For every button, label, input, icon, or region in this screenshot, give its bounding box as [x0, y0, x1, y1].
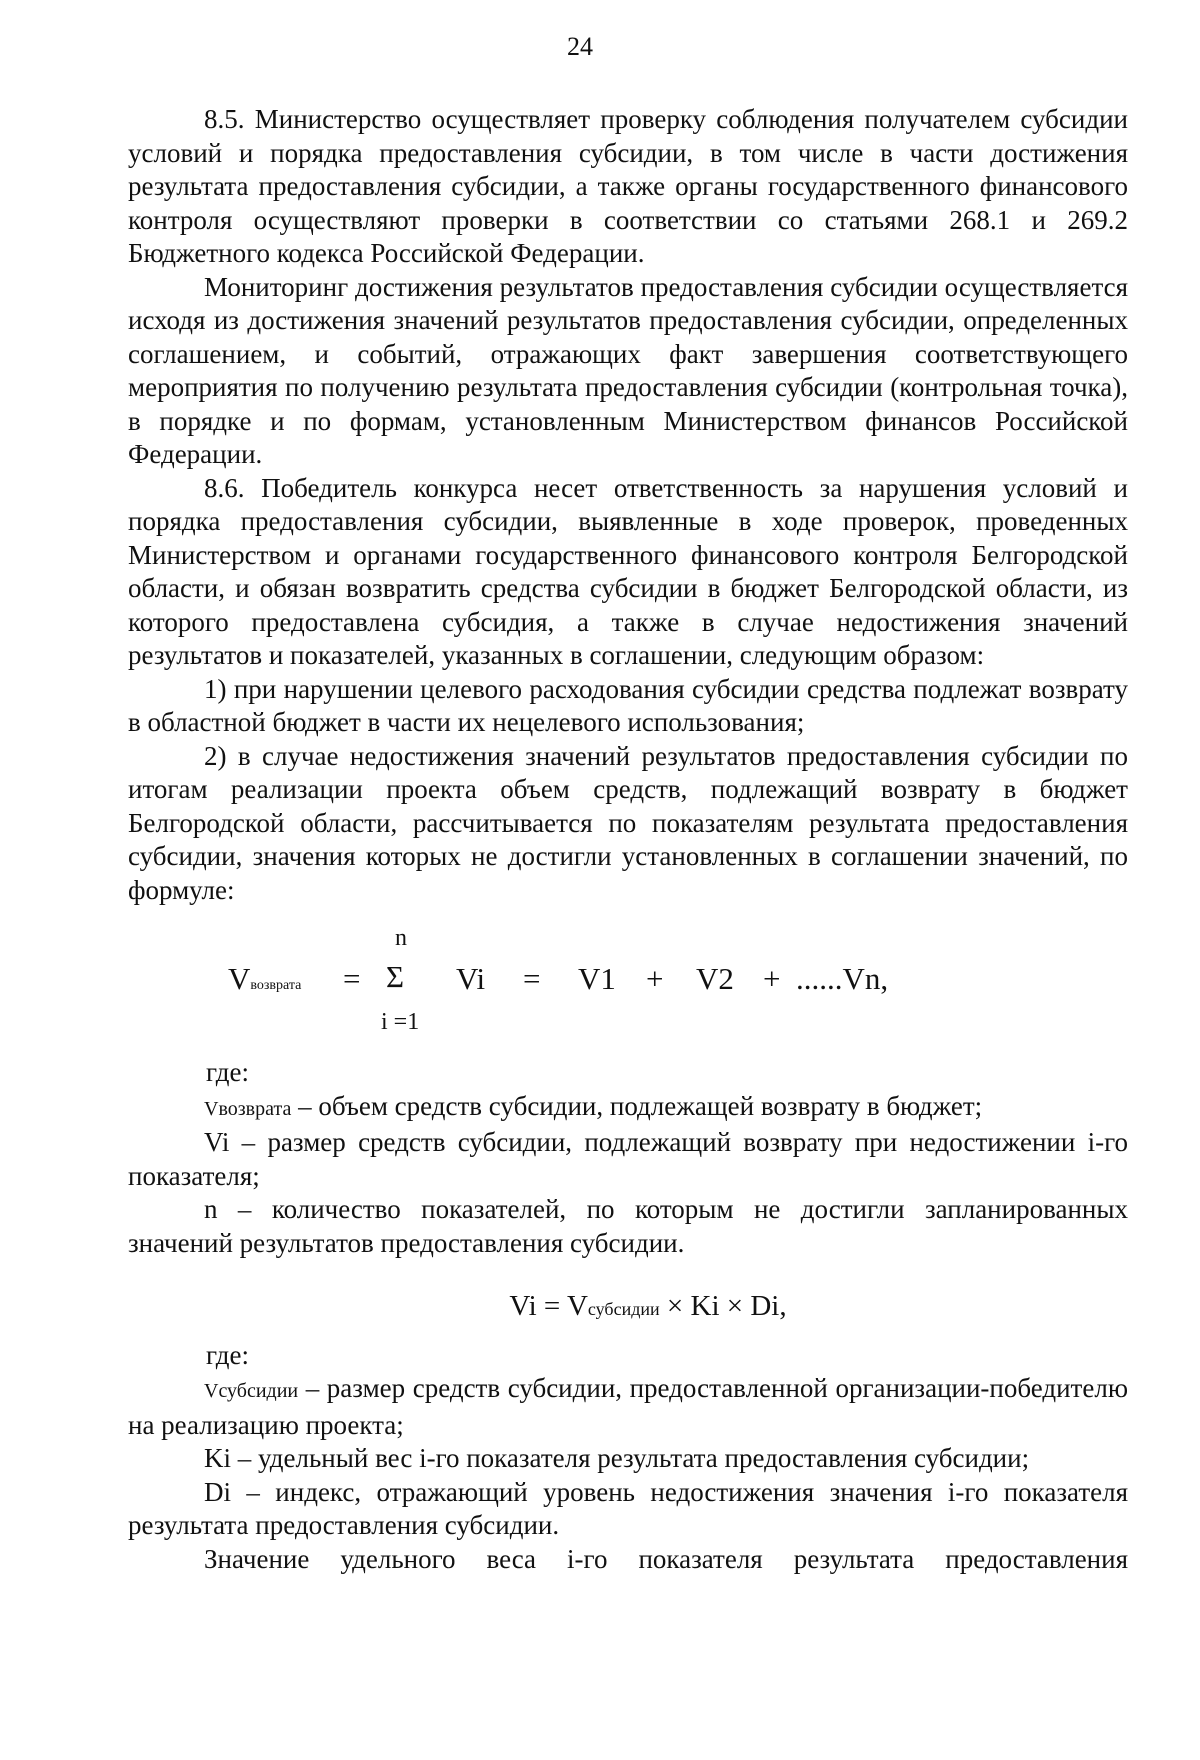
paragraph-item-1: 1) при нарушении целевого расходования субсидии средства подлежат возврату в областной бюджет в части их нецелевого использования; [128, 673, 1128, 737]
where-label-1: где: [206, 1057, 249, 1087]
formula-plus-1: + [646, 961, 664, 996]
formula-vi: Vi [456, 961, 486, 996]
formula-eq-2: = [523, 961, 541, 996]
formula-return-volume [128, 922, 1128, 1042]
paragraph-8-5: 8.5. Министерство осуществляет проверку соблюдения получателем субсидии условий и порядка предоставления субсидии, в том числе в части достижения результата предоставления субсидии, а также органы государственного финансового контроля осуществляют проверки в соответствии со статьями 268.1 и 269.2 Бюджетного кодекса Российской Федерации. [128, 104, 1128, 268]
symbol-ki: Ki [204, 1443, 231, 1473]
document-body [128, 103, 1128, 1576]
formula-plus-2: + [763, 961, 781, 996]
formula-sigma: Σ [386, 959, 405, 994]
where-label-2: где: [206, 1339, 249, 1370]
formula-vn: ......Vn, [796, 961, 889, 996]
symbol-v-return: Vвозврата [204, 1097, 292, 1120]
definition-n: n – количество показателей, по которым не достигли запланированных значений результатов предоставления субсидии. [128, 1194, 1128, 1258]
symbol-vi: Vi [204, 1127, 230, 1157]
formula-vi-calc: Vi = Vсубсидии × Ki × Di, [509, 1290, 787, 1322]
definition-v-subsidy: Vсубсидии – размер средств субсидии, предоставленной организации-победителю на реализацию проекта; [128, 1373, 1128, 1440]
definition-ki: Ki – удельный вес i-го показателя результата предоставления субсидии; [204, 1443, 1030, 1473]
paragraph-monitoring: Мониторинг достижения результатов предоставления субсидии осуществляется исходя из достижения значений результатов предоставления субсидии, определенных соглашением, и событий, отражающих факт завершения соответствующего мероприятия по получению результата предоставления субсидии (контрольная точка), в порядке и по формам, установленным Министерством финансов Российской Федерации. [128, 271, 1128, 469]
formula-sum-top: n [395, 925, 407, 951]
formula-v1: V1 [578, 961, 616, 996]
symbol-v-subsidy: Vсубсидии [204, 1380, 299, 1402]
page-number: 24 [567, 32, 593, 61]
paragraph-item-2: 2) в случае недостижения значений результатов предоставления субсидии по итогам реализации проекта объем средств, подлежащий возврату в бюджет Белгородской области, рассчитывается по показателям результата предоставления субсидии, значения которых не достигли установленных в соглашении значений, по формуле: [128, 740, 1128, 905]
formula-v: Vвозврата [228, 961, 302, 996]
formula-v2: V2 [696, 961, 734, 996]
definition-di: Di – индекс, отражающий уровень недостижения значения i-го показателя результата предоставления субсидии. [128, 1476, 1128, 1540]
formula-sum-bottom: i =1 [381, 1009, 420, 1035]
paragraph-8-6: 8.6. Победитель конкурса несет ответственность за нарушения условий и порядка предоставления субсидии, выявленные в ходе проверок, проведенных Министерством и органами государственного финансового контроля Белгородской области, и обязан возвратить средства субсидии в бюджет Белгородской области, из которого предоставлена субсидия, а также в случае недостижения значений результатов и показателей, указанных в соглашении, следующим образом: [128, 472, 1128, 670]
symbol-di: Di [204, 1476, 231, 1507]
definition-v-return: Vвозврата – объем средств субсидии, подлежащей возврату в бюджет; [204, 1090, 983, 1121]
paragraph-weight-value: Значение удельного веса i-го показателя результата предоставления [204, 1543, 1128, 1574]
formula-eq-1: = [343, 961, 361, 996]
definition-vi: Vi – размер средств субсидии, подлежащий возврату при недостижении i-го показателя; [128, 1127, 1128, 1191]
